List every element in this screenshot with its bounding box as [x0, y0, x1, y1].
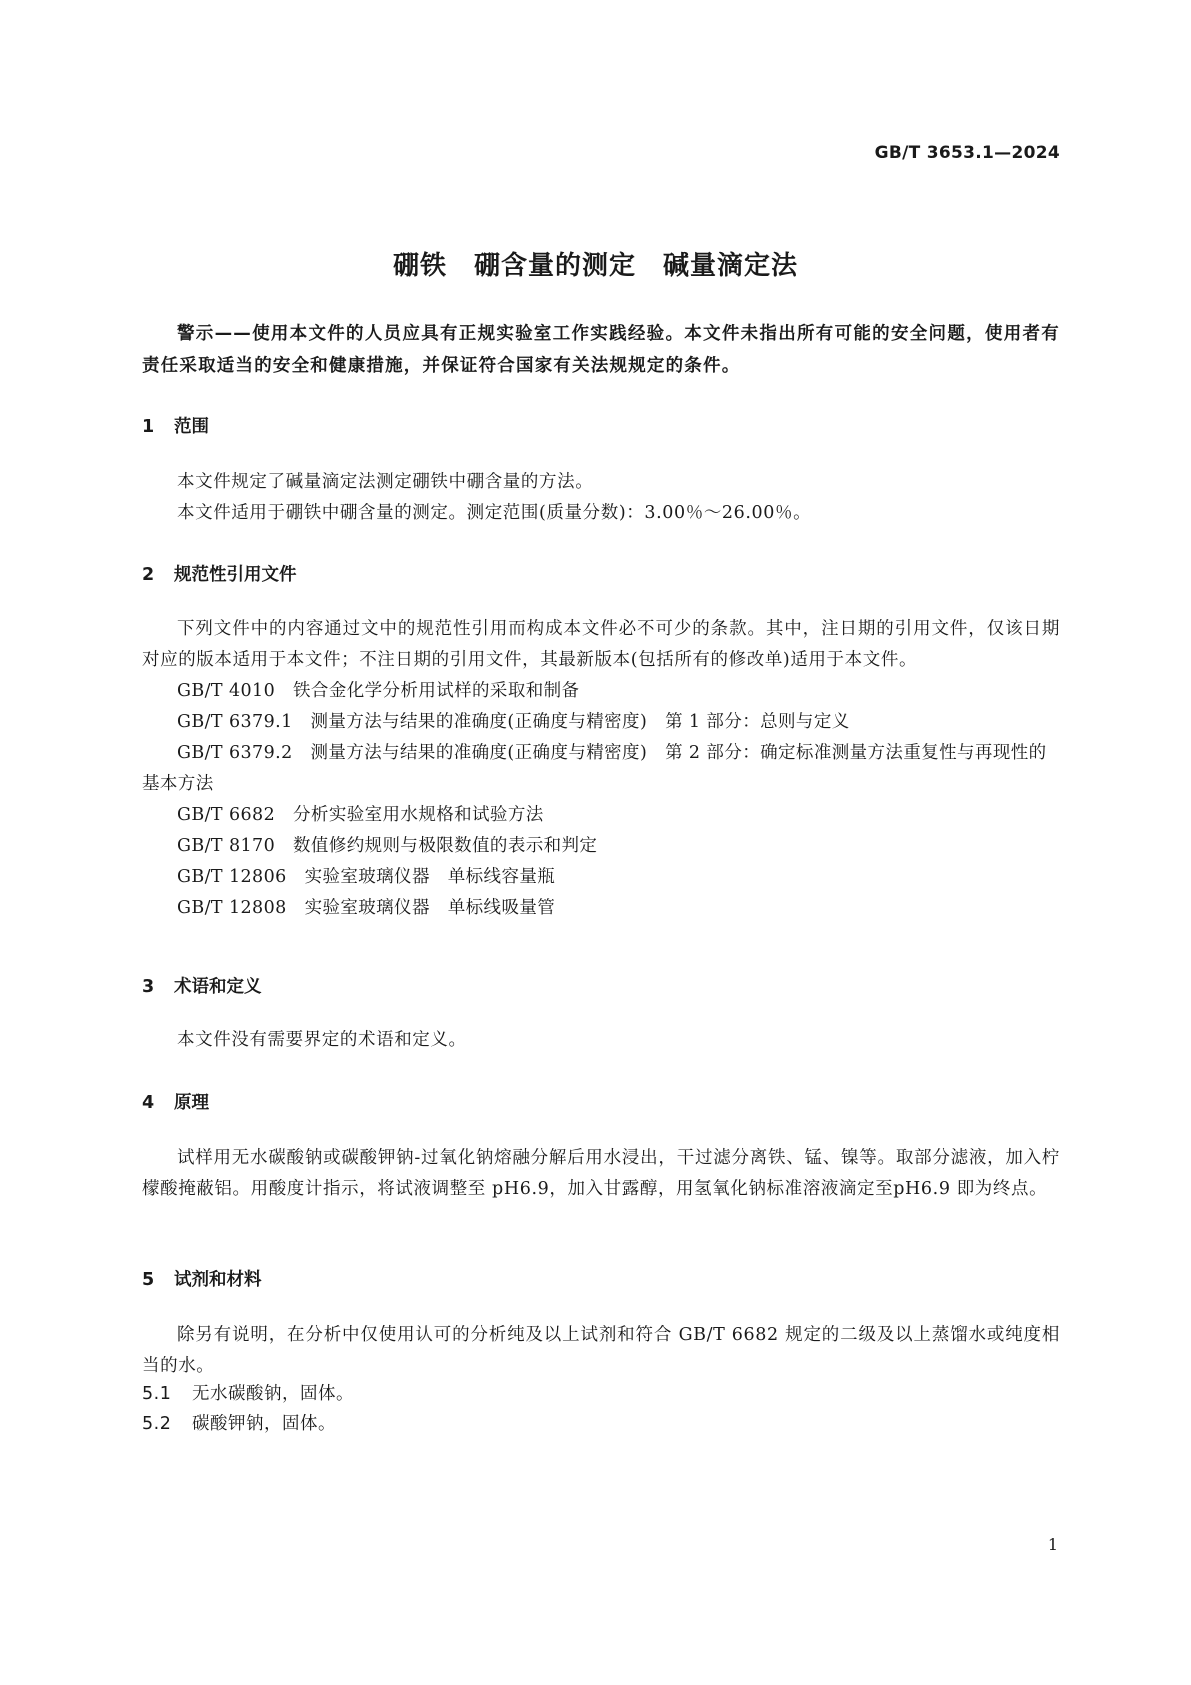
clause-number: 5.1 [142, 1384, 172, 1404]
paragraph: 本文件规定了碱量滴定法测定硼铁中硼含量的方法。 [177, 472, 594, 492]
reference-item [142, 707, 1060, 738]
clause-text: 无水碳酸钠，固体。 [192, 1384, 354, 1404]
standard-code: GB/T 3653.1—2024 [874, 143, 1060, 163]
paragraph: 试样用无水碳酸钠或碳酸钾钠-过氧化钠熔融分解后用水浸出，干过滤分离铁、锰、镍等。取部分滤液，加入柠檬酸掩蔽铝。用酸度计指示，将试液调整至 pH6.9，加入甘露醇，用氢氧化钠标准溶液滴定至pH6.9 即为终点。 [142, 1148, 1060, 1199]
section-heading-reagents [142, 1266, 262, 1291]
reference-code: GB/T 6682 [177, 805, 276, 825]
reference-item [142, 676, 1060, 707]
reference-item [142, 862, 1060, 893]
terms-body [142, 1025, 1060, 1056]
clause-text: 碳酸钾钠，固体。 [192, 1414, 336, 1434]
scope-body [142, 467, 1060, 529]
section-title: 术语和定义 [174, 977, 262, 997]
section-number: 4 [142, 1093, 155, 1113]
page-number: 1 [1047, 1535, 1058, 1554]
section-title: 范围 [174, 417, 209, 437]
reference-item [142, 831, 1060, 862]
section-title: 试剂和材料 [174, 1270, 262, 1290]
section-title: 原理 [174, 1093, 209, 1113]
clause-item [142, 1409, 336, 1439]
section-number: 1 [142, 417, 155, 437]
principle-body [142, 1143, 1060, 1205]
clause-number: 5.2 [142, 1414, 172, 1434]
reference-title: 实验室玻璃仪器 单标线吸量管 [304, 898, 556, 918]
paragraph: 本文件适用于硼铁中硼含量的测定。测定范围(质量分数)：3.00％～26.00％。 [177, 503, 812, 523]
reference-code: GB/T 8170 [177, 836, 276, 856]
reference-title: 数值修约规则与极限数值的表示和判定 [293, 836, 598, 856]
reference-code: GB/T 12808 [177, 898, 287, 918]
reference-title: 测量方法与结果的准确度(正确度与精密度) 第 1 部分：总则与定义 [310, 712, 850, 732]
section-title: 规范性引用文件 [174, 565, 297, 585]
reference-code: GB/T 12806 [177, 867, 287, 887]
section-heading-principle [142, 1089, 209, 1114]
reagents-body [142, 1320, 1060, 1382]
normative-references-body [142, 614, 1060, 924]
section-heading-scope [142, 413, 209, 438]
reference-item [142, 800, 1060, 831]
reference-title: 铁合金化学分析用试样的采取和制备 [293, 681, 580, 701]
section-number: 3 [142, 977, 155, 997]
section-number: 5 [142, 1270, 155, 1290]
reference-item [142, 738, 1060, 800]
paragraph: 下列文件中的内容通过文中的规范性引用而构成本文件必不可少的条款。其中，注日期的引用文件，仅该日期对应的版本适用于本文件；不注日期的引用文件，其最新版本(包括所有的修改单)适用于本文件。 [142, 619, 1060, 670]
clause-item [142, 1379, 354, 1409]
paragraph: 本文件没有需要界定的术语和定义。 [177, 1030, 467, 1050]
section-number: 2 [142, 565, 155, 585]
reference-code: GB/T 6379.1 [177, 712, 293, 732]
reference-code: GB/T 6379.2 [177, 743, 293, 763]
warning-text: 警示——使用本文件的人员应具有正规实验室工作实践经验。本文件未指出所有可能的安全问题，使用者有责任采取适当的安全和健康措施，并保证符合国家有关法规规定的条件。 [142, 324, 1060, 376]
reference-title: 实验室玻璃仪器 单标线容量瓶 [304, 867, 556, 887]
reference-code: GB/T 4010 [177, 681, 276, 701]
reference-title: 分析实验室用水规格和试验方法 [293, 805, 544, 825]
warning-block [142, 318, 1060, 382]
reference-item [142, 893, 1060, 924]
section-heading-terms [142, 973, 262, 998]
document-title: 硼铁 硼含量的测定 碱量滴定法 [392, 251, 798, 281]
reference-title: 测量方法与结果的准确度(正确度与精密度) 第 2 部分：确定标准测量方法重复性与再现性的基本方法 [142, 743, 1047, 794]
paragraph: 除另有说明，在分析中仅使用认可的分析纯及以上试剂和符合 GB/T 6682 规定的二级及以上蒸馏水或纯度相当的水。 [142, 1325, 1060, 1376]
section-heading-normative-references [142, 561, 297, 586]
